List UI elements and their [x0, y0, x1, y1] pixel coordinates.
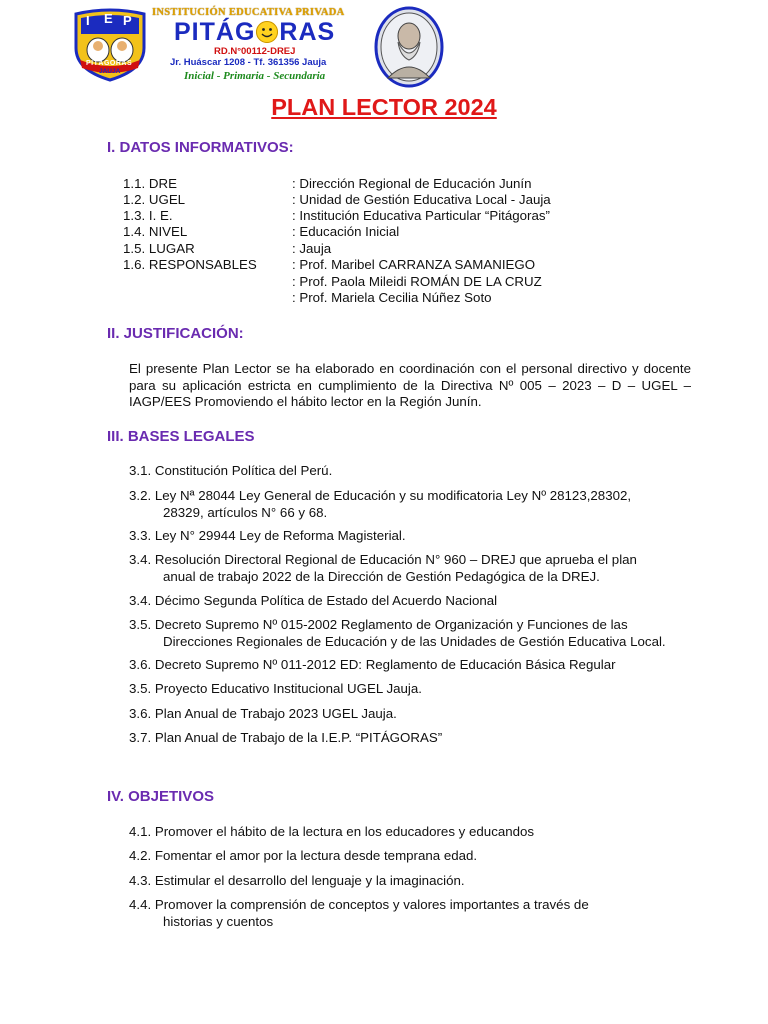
- logo-ribbon-text: PITÁGORAS: [86, 60, 133, 67]
- justificacion-paragraph: El presente Plan Lector se ha elaborado en coordinación con el personal directivo y docente para su aplicación estricta en cumplimiento de la Directiva Nº 005 – 2023 – D – UGEL – IAGP/EES Promoviendo el hábito lector en la Región Junín.: [129, 361, 691, 410]
- list-item: [129, 706, 691, 723]
- list-item: [129, 488, 691, 521]
- list-item: [129, 873, 661, 890]
- resolution-number: RD.N°00112-DREJ: [214, 46, 296, 57]
- list-item-text: 4.1. Promover el hábito de la lectura en los educadores y educandos: [129, 824, 535, 839]
- logo-letter-e: E: [104, 11, 113, 26]
- datos-label: 1.1. DRE: [123, 176, 177, 191]
- institution-name-part: G: [234, 18, 256, 46]
- datos-value: : Educación Inicial: [292, 224, 400, 239]
- list-item-text: 3.3. Ley N° 29944 Ley de Reforma Magisterial.: [129, 528, 406, 543]
- list-item-continuation: 28329, artículos N° 66 y 68.: [163, 504, 328, 520]
- list-item: [129, 824, 661, 841]
- list-item-text: 3.5. Decreto Supremo Nº 015-2002 Reglamento de Organización y Funciones de las: [129, 617, 628, 632]
- datos-value: : Jauja: [292, 241, 332, 256]
- datos-value: : Prof. Mariela Cecilia Núñez Soto: [292, 290, 492, 305]
- datos-value: : Dirección Regional de Educación Junín: [292, 176, 532, 191]
- list-item-text: 3.7. Plan Anual de Trabajo de la I.E.P. “PITÁGORAS”: [129, 730, 443, 745]
- institution-name: [174, 18, 335, 47]
- list-item-text: 3.5. Proyecto Educativo Institucional UGEL Jauja.: [129, 681, 422, 696]
- datos-value: : Unidad de Gestión Educativa Local - Jauja: [292, 192, 551, 207]
- datos-value: : Prof. Paola Mileidi ROMÁN DE LA CRUZ: [292, 274, 542, 289]
- datos-value: : Prof. Maribel CARRANZA SAMANIEGO: [292, 257, 536, 272]
- education-levels: Inicial - Primaria - Secundaria: [184, 70, 326, 82]
- list-item-continuation: historias y cuentos: [163, 913, 274, 929]
- list-item-text: 3.6. Decreto Supremo Nº 011-2012 ED: Reglamento de Educación Básica Regular: [129, 657, 616, 672]
- logo-letter-i: I: [86, 13, 90, 28]
- institution-name-part: RAS: [279, 18, 336, 46]
- list-item-text: 4.3. Estimular el desarrollo del lenguaje y la imaginación.: [129, 873, 465, 888]
- logo-letter-p: P: [123, 13, 132, 28]
- list-item: [129, 463, 691, 480]
- datos-label: 1.2. UGEL: [123, 192, 186, 207]
- address-phone: Jr. Huáscar 1208 - Tf. 361356 Jauja: [170, 57, 327, 68]
- datos-label: 1.3. I. E.: [123, 208, 173, 223]
- datos-label: 1.4. NIVEL: [123, 224, 188, 239]
- list-item-continuation: Direcciones Regionales de Educación y de las Unidades de Gestión Educativa Local.: [163, 633, 666, 649]
- document-title: PLAN LECTOR 2024: [271, 94, 497, 120]
- list-item-text: 3.6. Plan Anual de Trabajo 2023 UGEL Jauja.: [129, 706, 397, 721]
- smiley-icon: [256, 21, 278, 43]
- institution-name-part: PIT: [174, 18, 216, 46]
- list-item: [129, 657, 691, 674]
- list-item: [129, 617, 691, 650]
- datos-value: : Institución Educativa Particular “Pitágoras”: [292, 208, 550, 223]
- section-heading-datos: I. DATOS INFORMATIVOS:: [107, 139, 294, 156]
- list-item-text: 4.2. Fomentar el amor por la lectura desde temprana edad.: [129, 848, 478, 863]
- logo-place-text: JAUJA: [99, 68, 121, 75]
- institution-name-part: Á: [215, 18, 235, 46]
- list-item: [129, 897, 661, 930]
- datos-label: 1.5. LUGAR: [123, 241, 195, 256]
- list-item: [129, 552, 691, 585]
- section-heading-bases-legales: III. BASES LEGALES: [107, 428, 255, 445]
- institution-type: INSTITUCIÓN EDUCATIVA PRIVADA: [152, 7, 345, 18]
- list-item-text: 4.4. Promover la comprensión de conceptos y valores importantes a través de: [129, 897, 589, 912]
- letterhead: [0, 0, 768, 95]
- list-item-continuation: anual de trabajo 2022 de la Dirección de Gestión Pedagógica de la DREJ.: [163, 568, 600, 584]
- list-item-text: 3.4. Décimo Segunda Política de Estado del Acuerdo Nacional: [129, 593, 498, 608]
- list-item: [129, 528, 691, 545]
- section-heading-justificacion: II. JUSTIFICACIÓN:: [107, 325, 244, 342]
- list-item: [129, 593, 691, 610]
- list-item: [129, 848, 661, 865]
- list-item-text: 3.2. Ley Nª 28044 Ley General de Educación y su modificatoria Ley Nº 28123,28302,: [129, 488, 632, 503]
- list-item: [129, 730, 691, 747]
- list-item-text: 3.4. Resolución Directoral Regional de Educación N° 960 – DREJ que aprueba el plan: [129, 552, 637, 567]
- list-item: [129, 681, 691, 698]
- list-item-text: 3.1. Constitución Política del Perú.: [129, 463, 333, 478]
- datos-label: 1.6. RESPONSABLES: [123, 257, 257, 272]
- section-heading-objetivos: IV. OBJETIVOS: [107, 788, 214, 805]
- pythagoras-portrait-icon: [374, 6, 444, 88]
